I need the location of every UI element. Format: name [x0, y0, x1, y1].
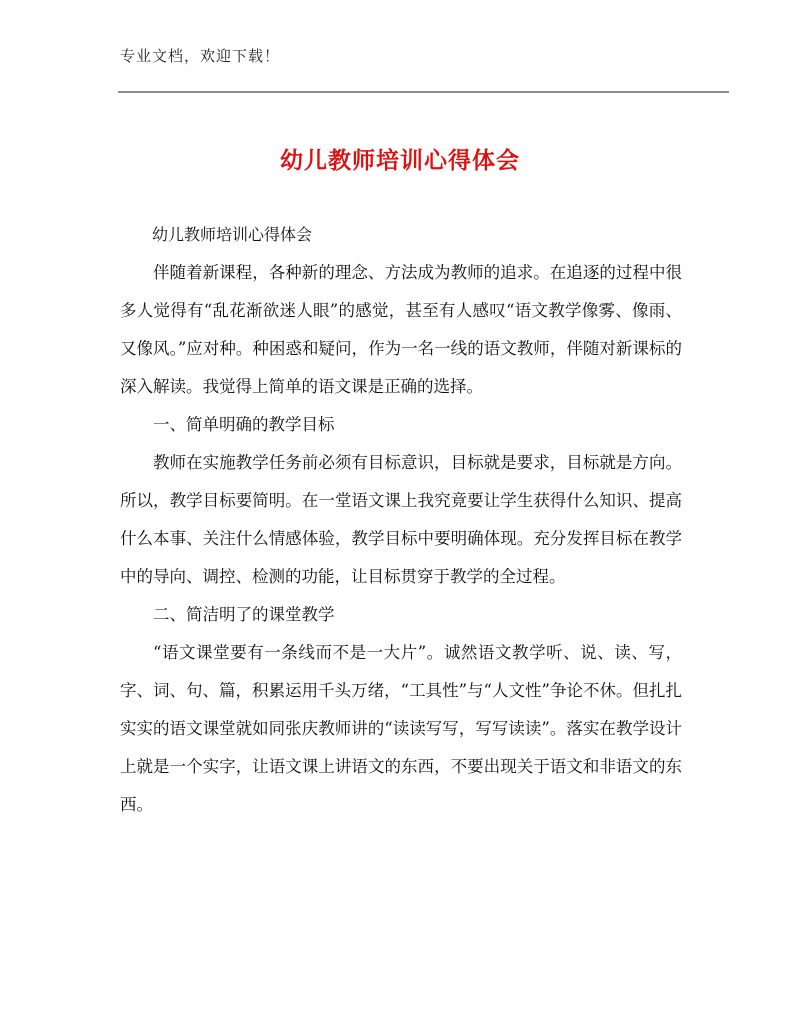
document-body — [120, 216, 682, 824]
heading-section-2: 二、简洁明了的课堂教学 — [153, 605, 335, 624]
document-title: 幼儿教师培训心得体会 — [280, 148, 520, 174]
header-note: 专业文档，欢迎下载！ — [120, 47, 281, 65]
header-divider — [118, 91, 729, 93]
paragraph-intro: 伴随着新课程，各种新的理念、方法成为教师的追求。在追逐的过程中很多人觉得有“乱花渐欲迷人眼”的感觉，甚至有人感叹“语文教学像雾、像雨、又像风。”应对种。种困惑和疑问，作为一名一线的语文教师，伴随对新课标的深入解读。我觉得上简单的语文课是正确的选择。 — [120, 263, 682, 396]
paragraph-section-2: “语文课堂要有一条线而不是一大片”。诚然语文教学听、说、读、写，字、词、句、篇，积累运用千头万绪，“工具性”与“人文性”争论不休。但扎扎实实的语文课堂就如同张庆教师讲的“读读写写，写写读读”。落实在教学设计上就是一个实字，让语文课上讲语文的东西，不要出现关于语文和非语文的东西。 — [120, 643, 682, 814]
heading-section-1: 一、简单明确的教学目标 — [153, 415, 335, 434]
paragraph-section-1: 教师在实施教学任务前必须有目标意识，目标就是要求，目标就是方向。所以，教学目标要简明。在一堂语文课上我究竟要让学生获得什么知识、提高什么本事、关注什么情感体验，教学目标中要明确体现。充分发挥目标在教学中的导向、调控、检测的功能，让目标贯穿于教学的全过程。 — [120, 453, 682, 586]
section-subtitle: 幼儿教师培训心得体会 — [152, 225, 313, 244]
